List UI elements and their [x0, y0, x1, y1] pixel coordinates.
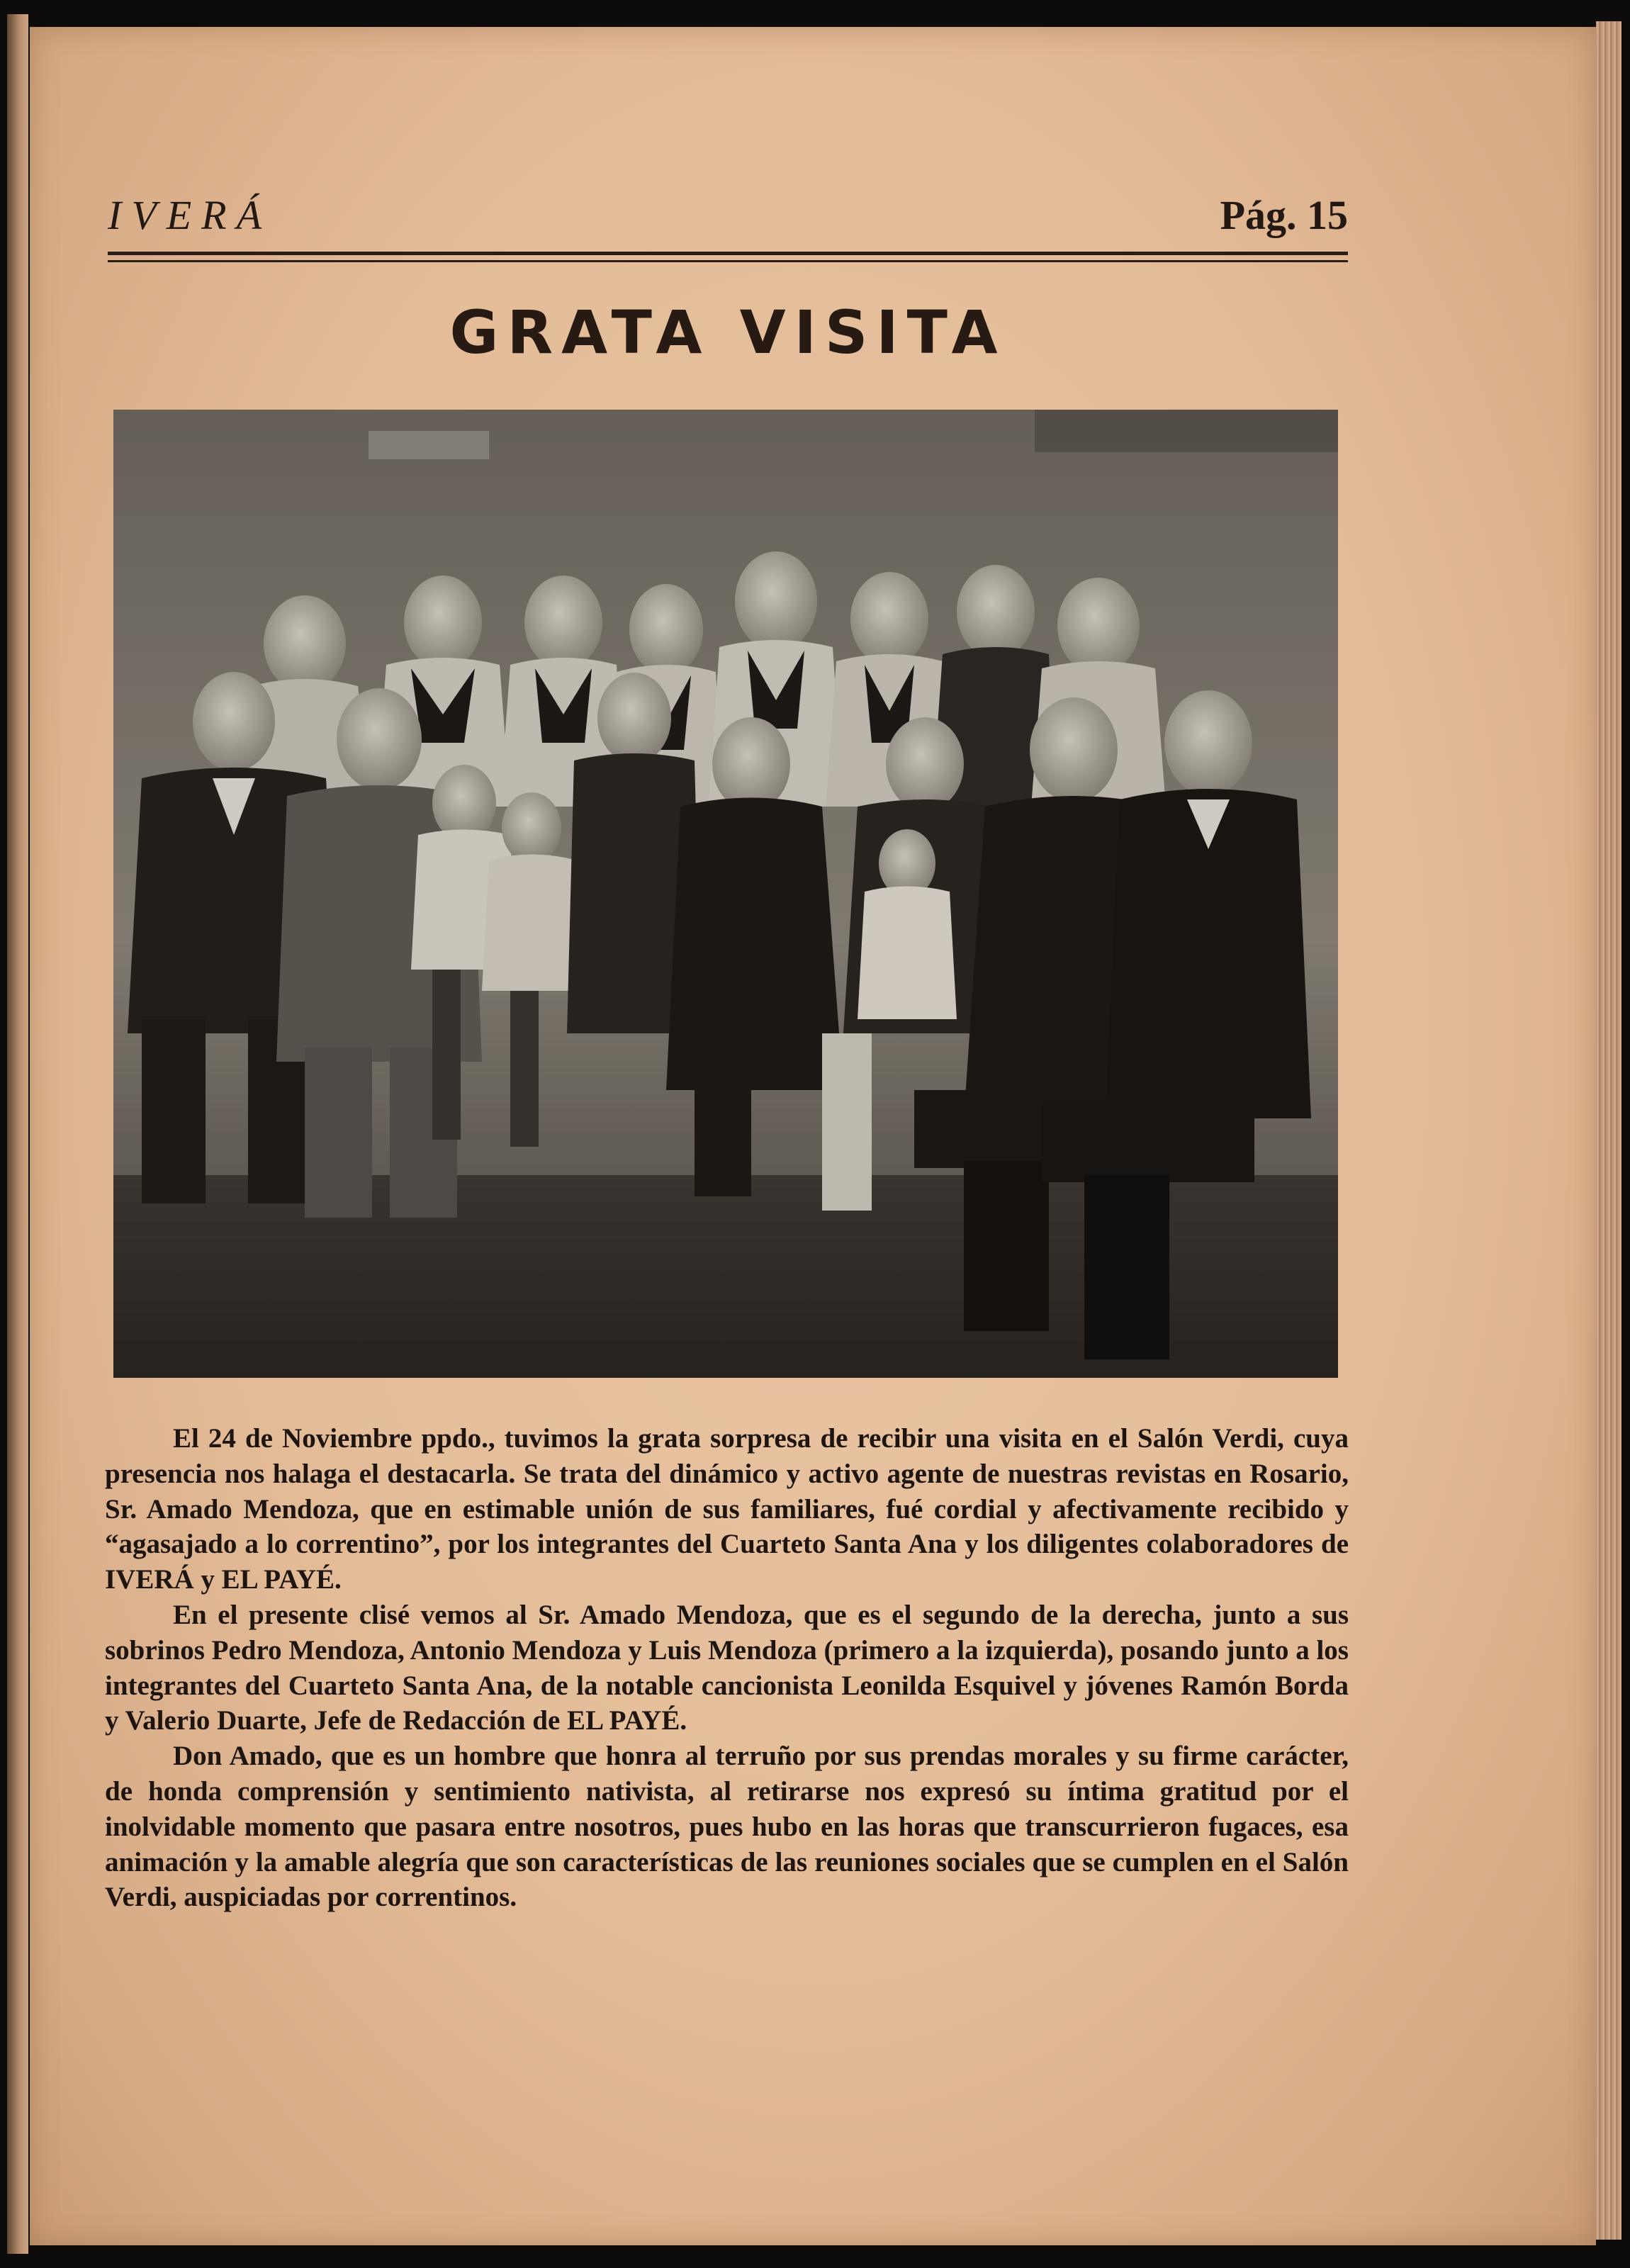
group-photograph: [113, 410, 1338, 1378]
article-title: GRATA VISITA: [449, 298, 1006, 367]
magazine-name: IVERÁ: [108, 192, 272, 238]
left-page-edge: [7, 14, 28, 2254]
page-number: Pág. 15: [1220, 192, 1348, 238]
running-header: [108, 191, 1348, 248]
article-paragraph-2: En el presente clisé vemos al Sr. Amado Mendoza, que es el segundo de la derecha, junto a sus sobrinos Pedro Mendoza, Antonio Mendoza y Luis Mendoza (primero a la izquierda), posando junto a los integrantes del Cuarteto Santa Ana, de la notable cancionista Leonilda Esquivel y jóvenes Ramón Borda y Valerio Duarte, Jefe de Redacción de EL PAYÉ.: [105, 1599, 1349, 1736]
right-page-stack: [1596, 21, 1621, 2240]
header-rule-thin: [108, 260, 1348, 262]
article-paragraph-3: Don Amado, que es un hombre que honra al terruño por sus prendas morales y su firme carácter, de honda comprensión y sentimiento nativista, al retirarse nos expresó su íntima gratitud por el inolvidable momento que pasara entre nosotros, pues hubo en las horas que transcurrieron fugaces, esa animación y la amable alegría que son características de las reuniones sociales que se cumplen en el Salón Verdi, auspiciadas por correntinos.: [105, 1741, 1349, 1913]
article-paragraph-1: El 24 de Noviembre ppdo., tuvimos la grata sorpresa de recibir una visita en el Salón Verdi, cuya presencia nos halaga el destacarla. Se trata del dinámico y activo agente de nuestras revistas en Rosario, Sr. Amado Mendoza, que en estimable unión de sus familiares, fué cordial y afectivamente recibido y “agasajado a lo correntino”, por los integrantes del Cuarteto Santa Ana y los diligentes colaboradores de IVERÁ y EL PAYÉ.: [105, 1423, 1349, 1595]
header-rule-thick: [108, 252, 1348, 255]
article-body: [105, 1421, 1349, 1915]
